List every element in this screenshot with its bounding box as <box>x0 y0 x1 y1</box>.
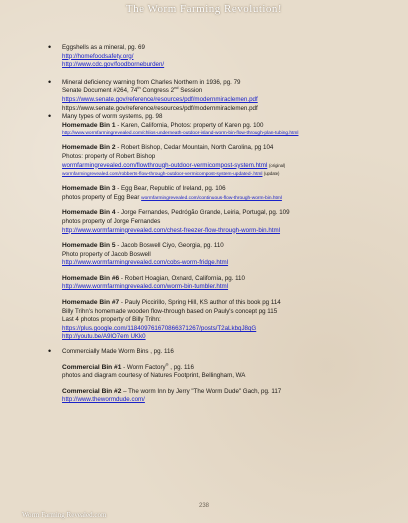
homemade-bin-4 <box>62 209 402 235</box>
eggshells-text: • Eggshells as a mineral, pg. 69 <box>62 44 145 51</box>
commercial-bin-2 <box>62 388 402 405</box>
bin7-desc: - Pauly Piccirillo, Spring Hill, KS author of this book pg 114 <box>119 299 281 307</box>
bin6-link[interactable]: http://www.wormfarmingrevealed.com/worm-bin-tumbler.html <box>62 283 229 291</box>
homemade-bin-3 <box>62 185 402 202</box>
bin7-link-youtube[interactable]: http://youtu.be/A9lO7em UKk0 <box>62 333 146 341</box>
bin3-desc: - Egg Bear, Republic of Ireland, pg. 106 <box>115 185 226 193</box>
bin4-title: Homemade Bin 4 <box>62 209 116 217</box>
homemade-bin-1 <box>62 122 402 138</box>
bin5-desc: - Jacob Boswell Ciyo, Georgia, pg. 110 <box>115 242 224 250</box>
bin6-title: Homemade Bin #6 <box>62 274 120 282</box>
c1-reg: ® <box>165 361 169 367</box>
c1-desc1: - Worm Factory <box>121 363 166 371</box>
mineral-line2-a: Senate Document #264, 74 <box>62 87 138 95</box>
footer-site: Worm Farming Revealed.com <box>22 511 107 519</box>
bin4-link[interactable]: http://www.wormfarmingrevealed.com/chest-freezer-flow-through-worm-bin.html <box>62 226 281 234</box>
page-number: 238 <box>198 503 209 509</box>
commercial-bin-1 <box>62 361 402 381</box>
bin6-desc: - Robert Hoagian, Oxnard, California, pg. 110 <box>119 274 245 282</box>
c2-desc: – The worm Inn by Jerry "The Worm Dude" Gach, pg. 117 <box>121 387 282 395</box>
link-homefoodsafety[interactable]: http://homefoodsafety.org/ <box>62 52 134 60</box>
bin7-line2: Billy Trihn's homemade wooden flow-through based on Pauly's concept pg 115 <box>62 307 278 315</box>
c1-desc2: , pg. 116 <box>168 363 194 371</box>
bin2-title: Homemade Bin 2 <box>62 144 116 152</box>
types-text: • Many types of worm systems, pg. 98 <box>62 113 163 121</box>
bin2-tag-update: (update) <box>263 171 280 177</box>
bin7-link-google[interactable]: https://plus.google.com/118409761670866371267/posts/T2aLkbqJ8qG <box>62 324 257 332</box>
c1-credit: photos and diagram courtesy of Natures Footprint, Bellingham, WA <box>62 372 246 380</box>
homemade-bin-2 <box>62 144 402 178</box>
bullet-mineral <box>46 79 402 113</box>
link-senate[interactable]: https://www.senate.gov/reference/resources/pdf/modernmiraclemen.pdf <box>62 95 258 103</box>
mineral-line2 <box>62 87 402 96</box>
bin5-title: Homemade Bin 5 <box>62 242 116 250</box>
bin2-desc: - Robert Bishop, Cedar Mountain, North Carolina, pg 104 <box>115 144 274 152</box>
bullet-types <box>46 113 402 342</box>
c1-title: Commercial Bin #1 <box>62 363 122 371</box>
page-header: The Worm Farming Revolution! <box>125 3 283 15</box>
bin1-link[interactable]: http://www.wormfarmingrevealed.com/chlios-underneath-outdoor-island-worm-bin-flow-through-plan-tubing.html <box>62 131 299 137</box>
bin5-link[interactable]: http://www.wormfarmingrevealed.com/cobs-worm-fridge.html <box>62 259 229 267</box>
bin2-photos: Photos: property of Robert Bishop <box>62 152 156 160</box>
mineral-line1: • Mineral deficiency warning from Charles Northern in 1936, pg. 79 <box>62 78 241 86</box>
commercial-text: • Commercially Made Worm Bins , pg. 116 <box>62 348 174 356</box>
bullet-eggshells <box>46 44 402 70</box>
mineral-sup-nd: nd <box>174 85 179 91</box>
bin2-link-original[interactable]: wormfarmingrevealed.com/flowthrough-outdoor-vermicompost-system.html <box>62 161 268 169</box>
bin7-line3: Last 4 photos property of Billy Trihn: <box>62 316 161 324</box>
bin1-desc: - Karen, California, Photos: property of Karen pg. 100 <box>115 121 264 129</box>
content <box>46 44 402 405</box>
mineral-line2-b: Congress 2 <box>140 87 175 95</box>
bin3-title: Homemade Bin 3 <box>62 185 116 193</box>
bin3-photos: photos property of Egg Bear <box>62 193 140 201</box>
bin4-desc: - Jorge Fernandes, Pedrógão Grande, Leiria, Portugal, pg. 109 <box>115 209 290 217</box>
mineral-sup-th: th <box>137 85 141 91</box>
bin4-photos: photos property of Jorge Fernandes <box>62 217 161 225</box>
bin2-link-update[interactable]: wormfarmingrevealed.com/robberts-flow-through-outdoor-vermicompost-system-updated-.html <box>62 172 263 178</box>
homemade-bin-7 <box>62 299 402 342</box>
bin1-title: Homemade Bin 1 <box>62 121 116 129</box>
senate-plain-url: https://www.senate.gov/reference/resources/pdf/modernmiraclemen.pdf <box>62 104 258 112</box>
bin3-link[interactable]: wormfarmingrevealed.com/continuous-flow-through-worm-bin.html <box>141 195 282 201</box>
link-cdc[interactable]: http://www.cdc.gov/foodborneburden/ <box>62 61 165 69</box>
bin5-photos: Photo property of Jacob Boswell <box>62 250 151 258</box>
c2-title: Commercial Bin #2 <box>62 387 122 395</box>
bin7-title: Homemade Bin #7 <box>62 299 120 307</box>
bin2-tag-original: (original) <box>269 162 286 168</box>
homemade-bin-5 <box>62 242 402 268</box>
c2-link[interactable]: http://www.thewormdude.com/ <box>62 396 145 404</box>
bullet-commercial <box>46 348 402 405</box>
mineral-line2-c: Session <box>178 87 203 95</box>
homemade-bin-6 <box>62 275 402 292</box>
